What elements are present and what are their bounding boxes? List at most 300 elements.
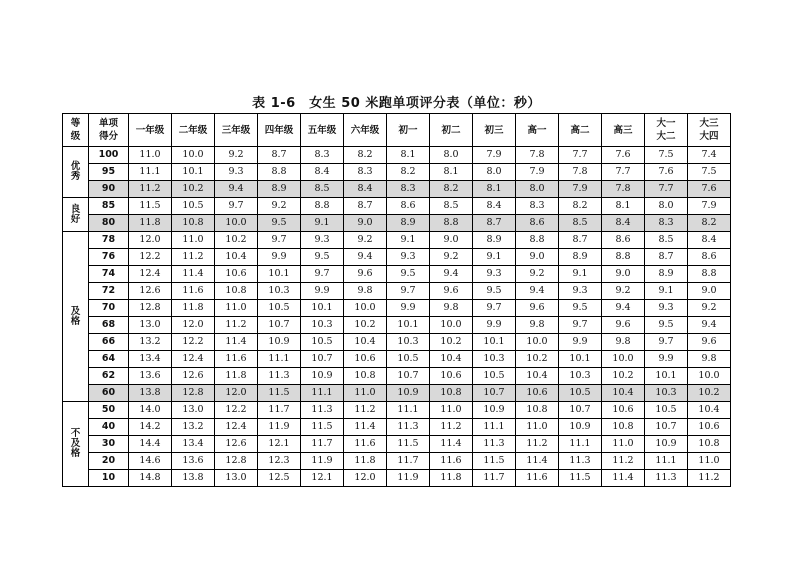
time-cell: 10.0 <box>602 351 645 368</box>
time-cell: 9.4 <box>516 283 559 300</box>
time-cell: 10.8 <box>172 215 215 232</box>
time-cell: 9.3 <box>559 283 602 300</box>
grade-header: 等 级 <box>63 114 89 147</box>
time-cell: 10.2 <box>172 181 215 198</box>
time-cell: 10.7 <box>645 419 688 436</box>
column-header: 三年级 <box>215 114 258 147</box>
time-cell: 13.6 <box>172 453 215 470</box>
time-cell: 10.6 <box>430 368 473 385</box>
time-cell: 8.4 <box>688 232 731 249</box>
header-row <box>63 114 731 147</box>
time-cell: 11.7 <box>473 470 516 487</box>
time-cell: 10.5 <box>301 334 344 351</box>
time-cell: 11.0 <box>602 436 645 453</box>
time-cell: 8.2 <box>387 164 430 181</box>
time-cell: 9.3 <box>645 300 688 317</box>
time-cell: 8.1 <box>387 147 430 164</box>
time-cell: 10.5 <box>473 368 516 385</box>
table-row <box>63 385 731 402</box>
time-cell: 9.5 <box>645 317 688 334</box>
time-cell: 11.4 <box>215 334 258 351</box>
score-header: 单项 得分 <box>89 114 129 147</box>
time-cell: 7.7 <box>602 164 645 181</box>
time-cell: 11.3 <box>301 402 344 419</box>
time-cell: 13.6 <box>129 368 172 385</box>
table-title: 表 1-6 女生 50 米跑单项评分表（单位：秒） <box>252 96 541 111</box>
time-cell: 10.2 <box>516 351 559 368</box>
time-cell: 11.3 <box>473 436 516 453</box>
time-cell: 8.6 <box>688 249 731 266</box>
time-cell: 10.1 <box>258 266 301 283</box>
time-cell: 7.9 <box>559 181 602 198</box>
time-cell: 7.5 <box>688 164 731 181</box>
time-cell: 11.2 <box>602 453 645 470</box>
time-cell: 8.2 <box>559 198 602 215</box>
time-cell: 9.9 <box>258 249 301 266</box>
time-cell: 8.7 <box>258 147 301 164</box>
table-row <box>63 147 731 164</box>
score-cell: 90 <box>89 181 129 198</box>
time-cell: 9.3 <box>387 249 430 266</box>
time-cell: 9.9 <box>559 334 602 351</box>
time-cell: 10.1 <box>301 300 344 317</box>
time-cell: 11.0 <box>344 385 387 402</box>
time-cell: 11.1 <box>645 453 688 470</box>
time-cell: 7.6 <box>688 181 731 198</box>
time-cell: 9.9 <box>473 317 516 334</box>
time-cell: 8.8 <box>430 215 473 232</box>
time-cell: 8.0 <box>473 164 516 181</box>
time-cell: 12.4 <box>172 351 215 368</box>
time-cell: 11.1 <box>473 419 516 436</box>
time-cell: 10.8 <box>688 436 731 453</box>
time-cell: 9.8 <box>430 300 473 317</box>
time-cell: 12.6 <box>129 283 172 300</box>
table-row <box>63 283 731 300</box>
time-cell: 9.4 <box>688 317 731 334</box>
time-cell: 9.2 <box>688 300 731 317</box>
time-cell: 12.0 <box>215 385 258 402</box>
time-cell: 10.4 <box>215 249 258 266</box>
time-cell: 9.0 <box>344 215 387 232</box>
table-row <box>63 470 731 487</box>
score-cell: 64 <box>89 351 129 368</box>
table-row <box>63 419 731 436</box>
time-cell: 10.9 <box>258 334 301 351</box>
time-cell: 8.3 <box>387 181 430 198</box>
time-cell: 12.4 <box>129 266 172 283</box>
time-cell: 10.1 <box>559 351 602 368</box>
time-cell: 13.0 <box>172 402 215 419</box>
time-cell: 9.2 <box>430 249 473 266</box>
time-cell: 9.0 <box>516 249 559 266</box>
time-cell: 8.0 <box>430 147 473 164</box>
time-cell: 8.9 <box>559 249 602 266</box>
time-cell: 8.7 <box>559 232 602 249</box>
table-row <box>63 402 731 419</box>
time-cell: 10.9 <box>473 402 516 419</box>
time-cell: 8.1 <box>430 164 473 181</box>
time-cell: 7.6 <box>645 164 688 181</box>
time-cell: 9.1 <box>473 249 516 266</box>
time-cell: 11.2 <box>688 470 731 487</box>
time-cell: 9.8 <box>516 317 559 334</box>
time-cell: 9.7 <box>645 334 688 351</box>
time-cell: 11.5 <box>473 453 516 470</box>
time-cell: 9.7 <box>258 232 301 249</box>
time-cell: 9.3 <box>301 232 344 249</box>
time-cell: 11.9 <box>387 470 430 487</box>
time-cell: 11.0 <box>516 419 559 436</box>
time-cell: 9.6 <box>344 266 387 283</box>
time-cell: 13.4 <box>129 351 172 368</box>
score-cell: 100 <box>89 147 129 164</box>
time-cell: 8.5 <box>559 215 602 232</box>
time-cell: 10.7 <box>473 385 516 402</box>
table-row <box>63 300 731 317</box>
time-cell: 8.7 <box>344 198 387 215</box>
time-cell: 9.0 <box>602 266 645 283</box>
time-cell: 13.4 <box>172 436 215 453</box>
time-cell: 9.9 <box>301 283 344 300</box>
time-cell: 9.3 <box>215 164 258 181</box>
score-cell: 78 <box>89 232 129 249</box>
time-cell: 10.9 <box>559 419 602 436</box>
time-cell: 10.0 <box>516 334 559 351</box>
time-cell: 8.0 <box>516 181 559 198</box>
time-cell: 12.8 <box>129 300 172 317</box>
score-cell: 76 <box>89 249 129 266</box>
time-cell: 7.7 <box>559 147 602 164</box>
time-cell: 8.8 <box>688 266 731 283</box>
time-cell: 11.3 <box>387 419 430 436</box>
time-cell: 11.8 <box>215 368 258 385</box>
time-cell: 10.8 <box>430 385 473 402</box>
time-cell: 10.5 <box>172 198 215 215</box>
time-cell: 11.1 <box>559 436 602 453</box>
time-cell: 11.4 <box>172 266 215 283</box>
time-cell: 7.4 <box>688 147 731 164</box>
time-cell: 11.7 <box>258 402 301 419</box>
time-cell: 10.6 <box>688 419 731 436</box>
time-cell: 8.4 <box>344 181 387 198</box>
time-cell: 12.2 <box>172 334 215 351</box>
time-cell: 12.0 <box>172 317 215 334</box>
time-cell: 9.4 <box>215 181 258 198</box>
score-cell: 66 <box>89 334 129 351</box>
time-cell: 9.3 <box>473 266 516 283</box>
time-cell: 13.8 <box>172 470 215 487</box>
time-cell: 11.1 <box>258 351 301 368</box>
time-cell: 7.9 <box>516 164 559 181</box>
column-header: 高三 <box>602 114 645 147</box>
score-cell: 60 <box>89 385 129 402</box>
time-cell: 10.2 <box>430 334 473 351</box>
score-cell: 95 <box>89 164 129 181</box>
time-cell: 9.6 <box>430 283 473 300</box>
table-row <box>63 453 731 470</box>
time-cell: 10.3 <box>301 317 344 334</box>
time-cell: 8.5 <box>645 232 688 249</box>
time-cell: 9.9 <box>645 351 688 368</box>
time-cell: 7.8 <box>602 181 645 198</box>
time-cell: 7.9 <box>688 198 731 215</box>
time-cell: 11.4 <box>516 453 559 470</box>
time-cell: 9.2 <box>258 198 301 215</box>
score-table <box>62 113 731 487</box>
time-cell: 11.4 <box>602 470 645 487</box>
time-cell: 10.6 <box>344 351 387 368</box>
time-cell: 9.5 <box>387 266 430 283</box>
time-cell: 11.5 <box>559 470 602 487</box>
time-cell: 11.8 <box>430 470 473 487</box>
table-row <box>63 317 731 334</box>
score-cell: 30 <box>89 436 129 453</box>
time-cell: 9.8 <box>688 351 731 368</box>
time-cell: 10.7 <box>301 351 344 368</box>
time-cell: 7.5 <box>645 147 688 164</box>
time-cell: 8.9 <box>258 181 301 198</box>
time-cell: 11.9 <box>258 419 301 436</box>
column-header: 四年级 <box>258 114 301 147</box>
time-cell: 8.1 <box>602 198 645 215</box>
time-cell: 7.9 <box>473 147 516 164</box>
time-cell: 13.0 <box>215 470 258 487</box>
time-cell: 8.4 <box>602 215 645 232</box>
time-cell: 7.6 <box>602 147 645 164</box>
time-cell: 8.1 <box>473 181 516 198</box>
time-cell: 10.6 <box>215 266 258 283</box>
score-cell: 80 <box>89 215 129 232</box>
time-cell: 9.2 <box>602 283 645 300</box>
time-cell: 10.7 <box>258 317 301 334</box>
time-cell: 9.7 <box>387 283 430 300</box>
table-row <box>63 266 731 283</box>
time-cell: 13.0 <box>129 317 172 334</box>
time-cell: 12.2 <box>215 402 258 419</box>
time-cell: 11.2 <box>172 249 215 266</box>
time-cell: 11.6 <box>430 453 473 470</box>
time-cell: 9.7 <box>301 266 344 283</box>
time-cell: 13.2 <box>172 419 215 436</box>
time-cell: 10.0 <box>215 215 258 232</box>
time-cell: 8.4 <box>301 164 344 181</box>
score-cell: 68 <box>89 317 129 334</box>
time-cell: 9.1 <box>301 215 344 232</box>
time-cell: 12.0 <box>344 470 387 487</box>
score-cell: 50 <box>89 402 129 419</box>
time-cell: 12.3 <box>258 453 301 470</box>
time-cell: 10.2 <box>602 368 645 385</box>
time-cell: 9.2 <box>215 147 258 164</box>
time-cell: 10.8 <box>215 283 258 300</box>
time-cell: 11.8 <box>172 300 215 317</box>
time-cell: 9.4 <box>430 266 473 283</box>
time-cell: 10.3 <box>645 385 688 402</box>
time-cell: 12.2 <box>129 249 172 266</box>
grade-label: 及 格 <box>63 232 89 402</box>
time-cell: 8.3 <box>645 215 688 232</box>
time-cell: 8.2 <box>344 147 387 164</box>
time-cell: 10.7 <box>387 368 430 385</box>
time-cell: 14.2 <box>129 419 172 436</box>
time-cell: 9.0 <box>430 232 473 249</box>
time-cell: 11.6 <box>344 436 387 453</box>
time-cell: 12.1 <box>301 470 344 487</box>
time-cell: 9.7 <box>559 317 602 334</box>
table-row <box>63 198 731 215</box>
time-cell: 11.0 <box>430 402 473 419</box>
time-cell: 12.6 <box>172 368 215 385</box>
time-cell: 12.0 <box>129 232 172 249</box>
time-cell: 10.1 <box>387 317 430 334</box>
time-cell: 11.2 <box>430 419 473 436</box>
time-cell: 11.6 <box>215 351 258 368</box>
column-header: 大一 大二 <box>645 114 688 147</box>
score-cell: 40 <box>89 419 129 436</box>
time-cell: 10.3 <box>258 283 301 300</box>
time-cell: 11.3 <box>645 470 688 487</box>
time-cell: 7.8 <box>516 147 559 164</box>
column-header: 五年级 <box>301 114 344 147</box>
column-header: 初三 <box>473 114 516 147</box>
time-cell: 9.6 <box>688 334 731 351</box>
time-cell: 11.2 <box>516 436 559 453</box>
time-cell: 10.1 <box>645 368 688 385</box>
time-cell: 9.6 <box>516 300 559 317</box>
score-cell: 85 <box>89 198 129 215</box>
time-cell: 11.1 <box>301 385 344 402</box>
time-cell: 11.7 <box>301 436 344 453</box>
time-cell: 13.8 <box>129 385 172 402</box>
time-cell: 8.9 <box>387 215 430 232</box>
time-cell: 10.2 <box>344 317 387 334</box>
column-header: 初二 <box>430 114 473 147</box>
time-cell: 9.5 <box>473 283 516 300</box>
time-cell: 14.0 <box>129 402 172 419</box>
time-cell: 11.3 <box>258 368 301 385</box>
time-cell: 9.8 <box>344 283 387 300</box>
time-cell: 8.5 <box>301 181 344 198</box>
time-cell: 11.0 <box>215 300 258 317</box>
time-cell: 8.8 <box>301 198 344 215</box>
time-cell: 8.9 <box>473 232 516 249</box>
time-cell: 9.1 <box>645 283 688 300</box>
time-cell: 9.2 <box>516 266 559 283</box>
time-cell: 11.6 <box>172 283 215 300</box>
time-cell: 11.5 <box>387 436 430 453</box>
time-cell: 8.6 <box>387 198 430 215</box>
time-cell: 8.2 <box>430 181 473 198</box>
time-cell: 12.4 <box>215 419 258 436</box>
time-cell: 8.6 <box>602 232 645 249</box>
time-cell: 10.4 <box>516 368 559 385</box>
time-cell: 8.6 <box>516 215 559 232</box>
time-cell: 10.5 <box>258 300 301 317</box>
time-cell: 11.7 <box>387 453 430 470</box>
time-cell: 11.8 <box>129 215 172 232</box>
time-cell: 9.7 <box>215 198 258 215</box>
time-cell: 11.0 <box>688 453 731 470</box>
time-cell: 9.5 <box>559 300 602 317</box>
time-cell: 7.7 <box>645 181 688 198</box>
time-cell: 10.5 <box>387 351 430 368</box>
time-cell: 8.4 <box>473 198 516 215</box>
time-cell: 10.9 <box>301 368 344 385</box>
time-cell: 10.2 <box>688 385 731 402</box>
table-row <box>63 351 731 368</box>
time-cell: 8.9 <box>645 266 688 283</box>
time-cell: 11.4 <box>344 419 387 436</box>
column-header: 高一 <box>516 114 559 147</box>
time-cell: 10.0 <box>172 147 215 164</box>
time-cell: 10.8 <box>516 402 559 419</box>
time-cell: 7.8 <box>559 164 602 181</box>
time-cell: 10.1 <box>473 334 516 351</box>
score-cell: 62 <box>89 368 129 385</box>
time-cell: 11.2 <box>215 317 258 334</box>
time-cell: 10.3 <box>387 334 430 351</box>
time-cell: 10.4 <box>344 334 387 351</box>
time-cell: 9.9 <box>387 300 430 317</box>
time-cell: 8.5 <box>430 198 473 215</box>
time-cell: 11.5 <box>129 198 172 215</box>
time-cell: 10.8 <box>602 419 645 436</box>
time-cell: 8.8 <box>258 164 301 181</box>
time-cell: 8.3 <box>516 198 559 215</box>
table-row <box>63 249 731 266</box>
time-cell: 10.4 <box>602 385 645 402</box>
time-cell: 9.5 <box>258 215 301 232</box>
grade-label: 良 好 <box>63 198 89 232</box>
time-cell: 11.2 <box>344 402 387 419</box>
time-cell: 14.6 <box>129 453 172 470</box>
column-header: 一年级 <box>129 114 172 147</box>
table-row <box>63 181 731 198</box>
time-cell: 9.4 <box>344 249 387 266</box>
score-cell: 72 <box>89 283 129 300</box>
time-cell: 8.7 <box>473 215 516 232</box>
score-cell: 10 <box>89 470 129 487</box>
time-cell: 10.5 <box>645 402 688 419</box>
time-cell: 10.8 <box>344 368 387 385</box>
time-cell: 8.3 <box>301 147 344 164</box>
time-cell: 11.5 <box>301 419 344 436</box>
time-cell: 9.5 <box>301 249 344 266</box>
table-row <box>63 368 731 385</box>
time-cell: 11.6 <box>516 470 559 487</box>
time-cell: 14.4 <box>129 436 172 453</box>
time-cell: 9.0 <box>688 283 731 300</box>
grade-label: 优 秀 <box>63 147 89 198</box>
time-cell: 10.4 <box>688 402 731 419</box>
time-cell: 8.8 <box>602 249 645 266</box>
time-cell: 11.0 <box>129 147 172 164</box>
time-cell: 9.2 <box>344 232 387 249</box>
time-cell: 8.0 <box>645 198 688 215</box>
time-cell: 8.7 <box>645 249 688 266</box>
time-cell: 10.4 <box>430 351 473 368</box>
column-header: 二年级 <box>172 114 215 147</box>
time-cell: 10.0 <box>688 368 731 385</box>
score-cell: 74 <box>89 266 129 283</box>
time-cell: 9.8 <box>602 334 645 351</box>
score-cell: 20 <box>89 453 129 470</box>
time-cell: 10.3 <box>559 368 602 385</box>
time-cell: 10.2 <box>215 232 258 249</box>
time-cell: 9.4 <box>602 300 645 317</box>
time-cell: 11.9 <box>301 453 344 470</box>
